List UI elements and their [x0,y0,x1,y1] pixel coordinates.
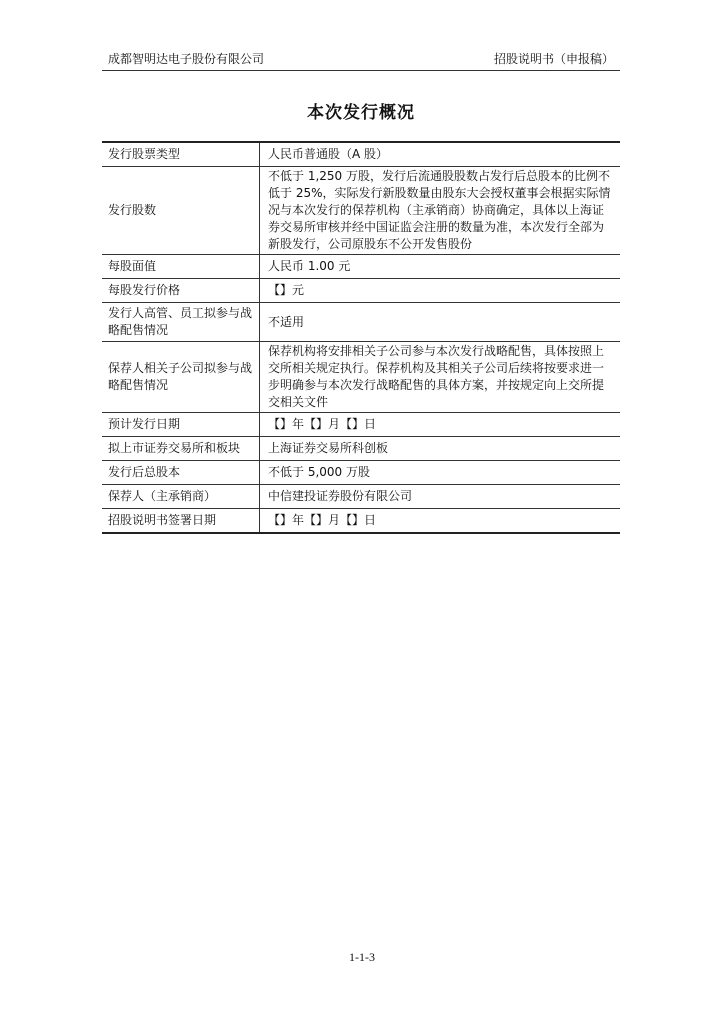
row-label: 每股发行价格 [102,279,260,302]
row-label: 招股说明书签署日期 [102,509,260,532]
row-label: 发行股票类型 [102,143,260,166]
row-label: 拟上市证券交易所和板块 [102,437,260,460]
row-label: 发行人高管、员工拟参与战略配售情况 [102,303,260,341]
offering-overview-table [102,141,620,534]
table-row-share-count [102,167,620,255]
table-row-issue-price [102,279,620,303]
row-value: 人民币 1.00 元 [268,259,351,273]
page-header [102,50,620,71]
header-document-type: 招股说明书（申报稿） [493,52,614,66]
row-value: 【】年【】月【】日 [268,513,377,527]
row-label: 发行后总股本 [102,461,260,484]
table-row-exchange [102,437,620,461]
row-label: 发行股数 [102,167,260,254]
row-value: 【】年【】月【】日 [268,417,377,431]
row-value: 人民币普通股（A 股） [268,147,389,161]
row-value: 不低于 1,250 万股，发行后流通股股数占发行后总股本的比例不低于 25%，实际发行新股数量由股东大会授权董事会根据实际情况与本次发行的保荐机构（主承销商）协商确定，具体以上海证券交易所审核并经中国证监会注册的数量为准，本次发行全部为新股发行，公司原股东不公开发售股份 [268,169,611,251]
row-label: 每股面值 [102,255,260,278]
table-row-par-value [102,255,620,279]
table-row-sponsor [102,485,620,509]
row-value: 【】元 [268,283,305,297]
table-row-sponsor-placement [102,342,620,413]
row-value: 中信建投证券股份有限公司 [268,489,413,503]
row-value: 上海证券交易所科创板 [268,441,389,455]
table-row-total-shares [102,461,620,485]
row-label: 保荐人（主承销商） [102,485,260,508]
row-value: 保荐机构将安排相关子公司参与本次发行战略配售，具体按照上交所相关规定执行。保荐机构及其相关子公司后续将按要求进一步明确参与本次发行战略配售的具体方案，并按规定向上交所提交相关文件 [268,344,605,409]
row-label: 保荐人相关子公司拟参与战略配售情况 [102,342,260,412]
table-row-issue-date [102,413,620,437]
row-value: 不低于 5,000 万股 [268,465,370,479]
table-row-stock-type [102,143,620,167]
header-company-name: 成都智明达电子股份有限公司 [108,52,265,66]
row-value: 不适用 [268,314,305,329]
page-number: 1-1-3 [349,950,375,964]
table-row-management-placement [102,303,620,342]
table-row-signing-date [102,509,620,532]
page-title: 本次发行概况 [307,103,415,123]
row-label: 预计发行日期 [102,413,260,436]
